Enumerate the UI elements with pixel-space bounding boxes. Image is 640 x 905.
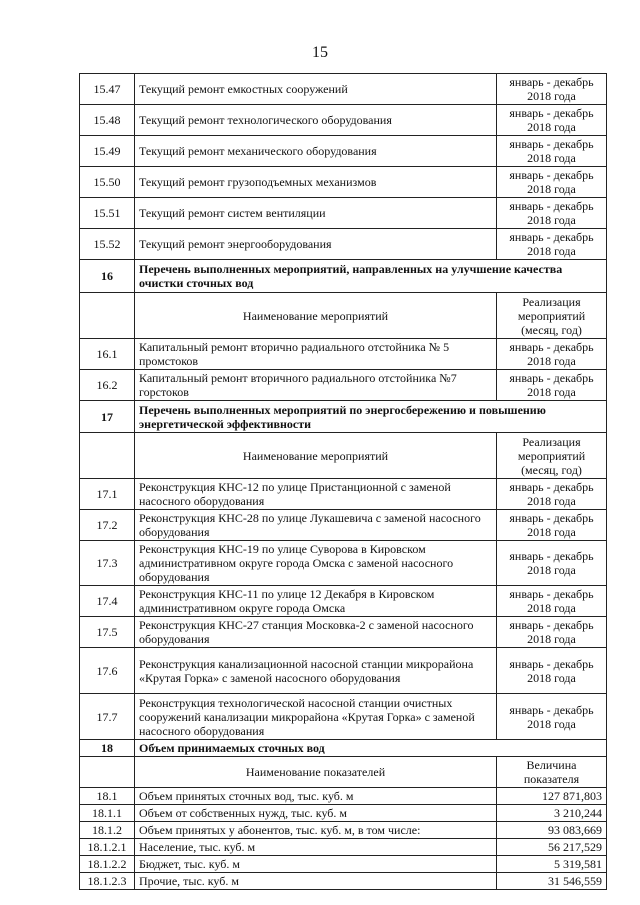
indicator-value: 5 319,581 xyxy=(497,856,607,873)
section-number: 18 xyxy=(80,740,135,757)
measure-name: Реконструкция КНС-28 по улице Лукашевича с заменой насосного оборудования xyxy=(135,510,497,541)
row-number: 15.47 xyxy=(80,74,135,105)
table-row xyxy=(80,198,607,229)
indicator-name: Объем принятых сточных вод, тыс. куб. м xyxy=(135,788,497,805)
table-row xyxy=(80,74,607,105)
measure-name: Реконструкция КНС-27 станция Московка-2 с заменой насосного оборудования xyxy=(135,617,497,648)
row-number: 16.2 xyxy=(80,370,135,401)
row-number: 17.2 xyxy=(80,510,135,541)
measure-term: январь - декабрь 2018 года xyxy=(497,229,607,260)
measure-term: январь - декабрь 2018 года xyxy=(497,167,607,198)
row-number: 17.3 xyxy=(80,541,135,586)
measure-term: январь - декабрь 2018 года xyxy=(497,694,607,740)
row-number: 17.7 xyxy=(80,694,135,740)
measure-term: январь - декабрь 2018 года xyxy=(497,648,607,694)
table-row xyxy=(80,586,607,617)
table-row xyxy=(80,648,607,694)
measure-name: Текущий ремонт энергооборудования xyxy=(135,229,497,260)
row-number: 15.50 xyxy=(80,167,135,198)
row-number: 15.49 xyxy=(80,136,135,167)
row-number: 18.1.2.2 xyxy=(80,856,135,873)
row-number: 18.1.2 xyxy=(80,822,135,839)
section-heading-row xyxy=(80,401,607,433)
table-row xyxy=(80,339,607,370)
table-row xyxy=(80,229,607,260)
indicator-value: 3 210,244 xyxy=(497,805,607,822)
row-number: 18.1.2.1 xyxy=(80,839,135,856)
table-row xyxy=(80,105,607,136)
table-row xyxy=(80,510,607,541)
indicator-name: Бюджет, тыс. куб. м xyxy=(135,856,497,873)
measure-name: Капитальный ремонт вторично радиального отстойника № 5 промстоков xyxy=(135,339,497,370)
table-row xyxy=(80,873,607,890)
section-heading-row xyxy=(80,260,607,293)
indicator-value: 127 871,803 xyxy=(497,788,607,805)
measure-name: Реконструкция КНС-11 по улице 12 Декабря в Кировском административном округе города Омска xyxy=(135,586,497,617)
row-number: 17.5 xyxy=(80,617,135,648)
row-number: 15.51 xyxy=(80,198,135,229)
measure-name: Текущий ремонт емкостных сооружений xyxy=(135,74,497,105)
measure-name: Реконструкция КНС-12 по улице Пристанционной с заменой насосного оборудования xyxy=(135,479,497,510)
section-title: Перечень выполненных мероприятий, направленных на улучшение качества очистки сточных вод xyxy=(135,260,607,293)
indicator-value: 31 546,559 xyxy=(497,873,607,890)
header-empty-cell xyxy=(80,433,135,479)
table-row xyxy=(80,617,607,648)
row-number: 17.6 xyxy=(80,648,135,694)
measure-term: январь - декабрь 2018 года xyxy=(497,105,607,136)
section-heading-row xyxy=(80,740,607,757)
measure-term: январь - декабрь 2018 года xyxy=(497,479,607,510)
measure-term: январь - декабрь 2018 года xyxy=(497,339,607,370)
table-row xyxy=(80,167,607,198)
measure-term: январь - декабрь 2018 года xyxy=(497,617,607,648)
measure-term: январь - декабрь 2018 года xyxy=(497,541,607,586)
indicator-name: Население, тыс. куб. м xyxy=(135,839,497,856)
table-row xyxy=(80,370,607,401)
column-header-value: Величина показателя xyxy=(497,757,607,788)
measure-term: январь - декабрь 2018 года xyxy=(497,136,607,167)
measure-name: Текущий ремонт систем вентиляции xyxy=(135,198,497,229)
section-title: Перечень выполненных мероприятий по энергосбережению и повышению энергетической эффективности xyxy=(135,401,607,433)
measure-name: Реконструкция КНС-19 по улице Суворова в Кировском административном округе города Омска с заменой насосного оборудования xyxy=(135,541,497,586)
indicator-name: Объем принятых у абонентов, тыс. куб. м, в том числе: xyxy=(135,822,497,839)
measure-name: Текущий ремонт механического оборудования xyxy=(135,136,497,167)
measure-term: январь - декабрь 2018 года xyxy=(497,370,607,401)
table-row xyxy=(80,136,607,167)
row-number: 17.1 xyxy=(80,479,135,510)
header-empty-cell xyxy=(80,293,135,339)
table-row xyxy=(80,694,607,740)
table-row xyxy=(80,541,607,586)
row-number: 16.1 xyxy=(80,339,135,370)
section-number: 17 xyxy=(80,401,135,433)
measure-name: Текущий ремонт технологического оборудования xyxy=(135,105,497,136)
indicator-name: Прочие, тыс. куб. м xyxy=(135,873,497,890)
row-number: 18.1.1 xyxy=(80,805,135,822)
measure-term: январь - декабрь 2018 года xyxy=(497,198,607,229)
column-header-term: Реализация мероприятий (месяц, год) xyxy=(497,293,607,339)
column-header-row xyxy=(80,757,607,788)
column-header-name: Наименование показателей xyxy=(135,757,497,788)
indicator-value: 93 083,669 xyxy=(497,822,607,839)
section-title: Объем принимаемых сточных вод xyxy=(135,740,607,757)
report-table xyxy=(79,73,607,890)
measure-name: Реконструкция технологической насосной станции очистных сооружений канализации микрорайона «Крутая Горка» с заменой насосного оборудования xyxy=(135,694,497,740)
table-row xyxy=(80,479,607,510)
measure-term: январь - декабрь 2018 года xyxy=(497,74,607,105)
row-number: 18.1 xyxy=(80,788,135,805)
row-number: 17.4 xyxy=(80,586,135,617)
header-empty-cell xyxy=(80,757,135,788)
measure-term: январь - декабрь 2018 года xyxy=(497,586,607,617)
column-header-name: Наименование мероприятий xyxy=(135,293,497,339)
measure-name: Капитальный ремонт вторичного радиального отстойника №7 горстоков xyxy=(135,370,497,401)
column-header-row xyxy=(80,433,607,479)
measure-name: Реконструкция канализационной насосной станции микрорайона «Крутая Горка» с заменой насосного оборудования xyxy=(135,648,497,694)
indicator-value: 56 217,529 xyxy=(497,839,607,856)
column-header-row xyxy=(80,293,607,339)
table-row xyxy=(80,856,607,873)
table-row xyxy=(80,788,607,805)
section-number: 16 xyxy=(80,260,135,293)
row-number: 15.52 xyxy=(80,229,135,260)
row-number: 18.1.2.3 xyxy=(80,873,135,890)
column-header-name: Наименование мероприятий xyxy=(135,433,497,479)
measure-name: Текущий ремонт грузоподъемных механизмов xyxy=(135,167,497,198)
table-row xyxy=(80,839,607,856)
row-number: 15.48 xyxy=(80,105,135,136)
column-header-term: Реализация мероприятий (месяц, год) xyxy=(497,433,607,479)
indicator-name: Объем от собственных нужд, тыс. куб. м xyxy=(135,805,497,822)
page-number: 15 xyxy=(312,44,328,61)
table-row xyxy=(80,822,607,839)
measure-term: январь - декабрь 2018 года xyxy=(497,510,607,541)
table-row xyxy=(80,805,607,822)
